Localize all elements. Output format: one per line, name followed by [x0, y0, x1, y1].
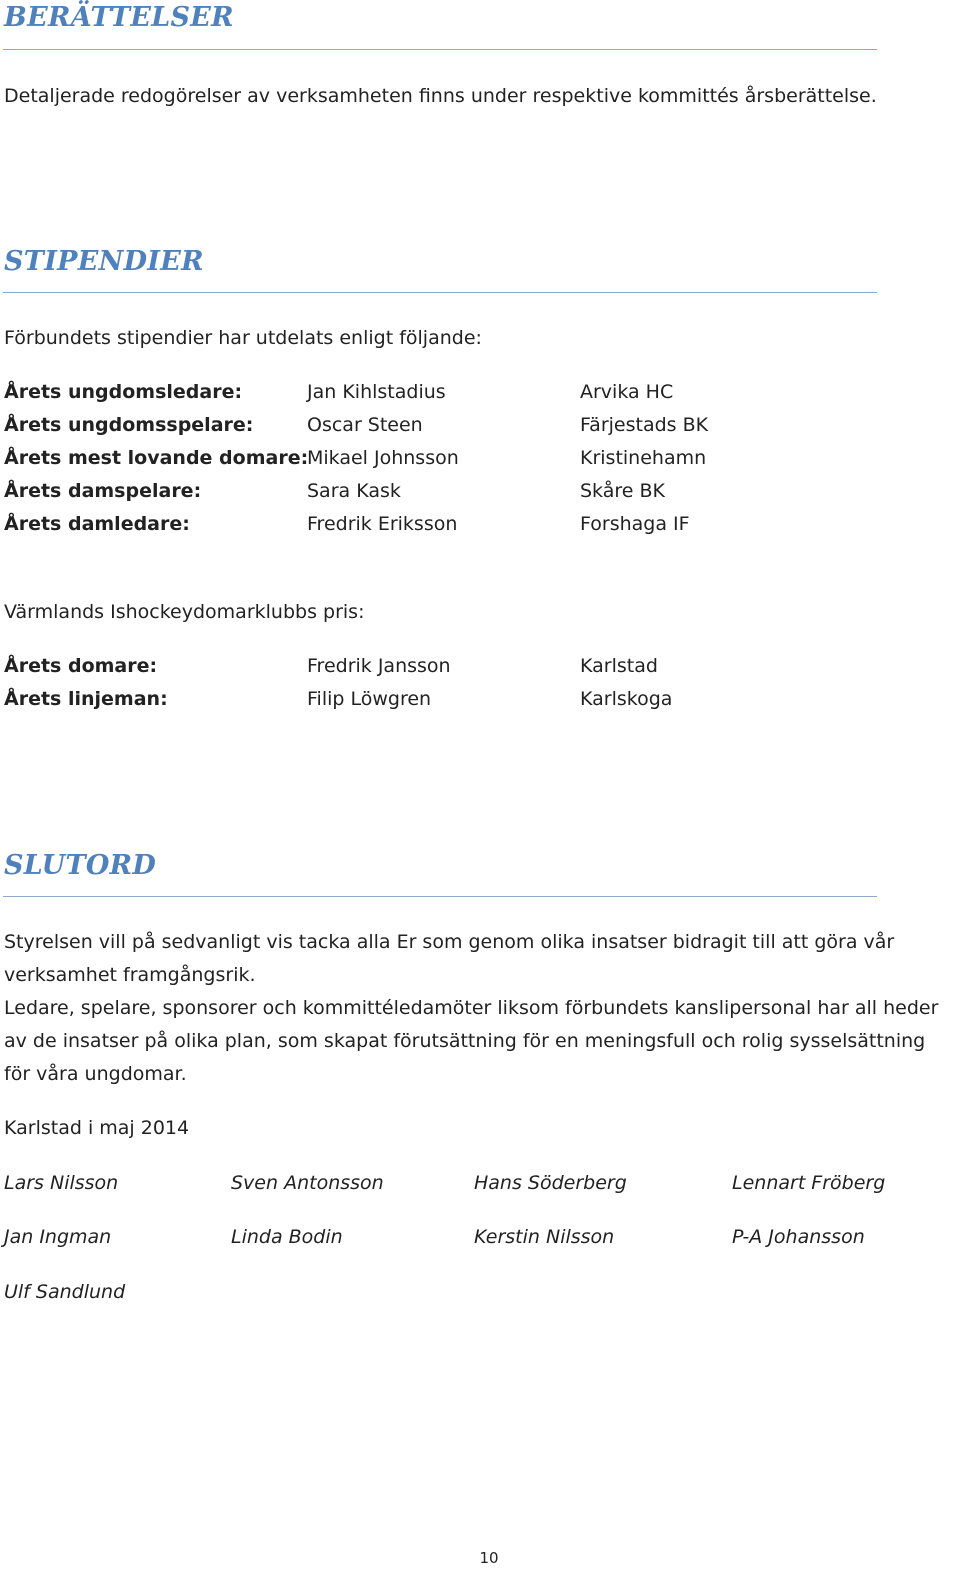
award-club: Forshaga IF — [580, 513, 690, 535]
signature: Ulf Sandlund — [4, 1281, 126, 1303]
signature: Linda Bodin — [231, 1226, 343, 1248]
award-club: Färjestads BK — [580, 414, 709, 436]
award-club: Kristinehamn — [580, 447, 707, 469]
slutord-paragraph-2: Ledare, spelare, sponsorer och kommittéledamöter liksom förbundets kanslipersonal har all heder av de insatser på olika plan, som skapat förutsättning för en meningsfull och rolig sysselsättning för våra ungdomar. — [4, 997, 939, 1085]
signature: Jan Ingman — [4, 1226, 112, 1248]
award-row — [0, 475, 960, 508]
referee-intro: Värmlands Ishockeydomarklubbs pris: — [4, 601, 365, 623]
signature: Lennart Fröberg — [732, 1172, 886, 1194]
signature: Hans Söderberg — [474, 1172, 627, 1194]
heading-rule — [3, 896, 877, 897]
signature: Sven Antonsson — [231, 1172, 384, 1194]
award-row — [0, 409, 960, 442]
award-category: Årets ungdomsspelare: — [4, 414, 254, 436]
award-club: Karlskoga — [580, 688, 673, 710]
page-number: 10 — [479, 1549, 499, 1567]
award-club: Karlstad — [580, 655, 658, 677]
award-name: Mikael Johnsson — [307, 447, 459, 469]
heading-slutord: SLUTORD — [4, 850, 157, 881]
award-name: Oscar Steen — [307, 414, 423, 436]
signature: Lars Nilsson — [4, 1172, 119, 1194]
signature: P-A Johansson — [732, 1226, 865, 1248]
slutord-paragraph-1: Styrelsen vill på sedvanligt vis tacka alla Er som genom olika insatser bidragit till att göra vår verksamhet framgångsrik. — [4, 931, 895, 986]
award-name: Jan Kihlstadius — [307, 381, 446, 403]
award-category: Årets damspelare: — [4, 480, 202, 502]
stipendier-intro: Förbundets stipendier har utdelats enligt följande: — [4, 327, 482, 349]
award-name: Fredrik Eriksson — [307, 513, 458, 535]
heading-rule — [3, 292, 877, 293]
award-name: Fredrik Jansson — [307, 655, 451, 677]
award-row — [0, 442, 960, 475]
signature: Kerstin Nilsson — [474, 1226, 615, 1248]
award-category: Årets ungdomsledare: — [4, 381, 243, 403]
place-date: Karlstad i maj 2014 — [4, 1117, 190, 1139]
award-category: Årets domare: — [4, 655, 158, 677]
award-category: Årets mest lovande domare: — [4, 447, 309, 469]
heading-rule — [3, 49, 877, 50]
berattelser-text: Detaljerade redogörelser av verksamheten finns under respektive kommittés årsberättelse. — [4, 85, 877, 107]
award-name: Filip Löwgren — [307, 688, 432, 710]
award-club: Arvika HC — [580, 381, 674, 403]
award-category: Årets linjeman: — [4, 688, 168, 710]
award-row — [0, 508, 960, 541]
award-name: Sara Kask — [307, 480, 401, 502]
award-club: Skåre BK — [580, 480, 665, 502]
heading-berattelser: BERÄTTELSER — [4, 2, 234, 33]
referee-award-row — [0, 650, 960, 683]
referee-award-row — [0, 683, 960, 716]
heading-stipendier: STIPENDIER — [4, 246, 204, 277]
award-row — [0, 376, 960, 409]
award-category: Årets damledare: — [4, 513, 190, 535]
